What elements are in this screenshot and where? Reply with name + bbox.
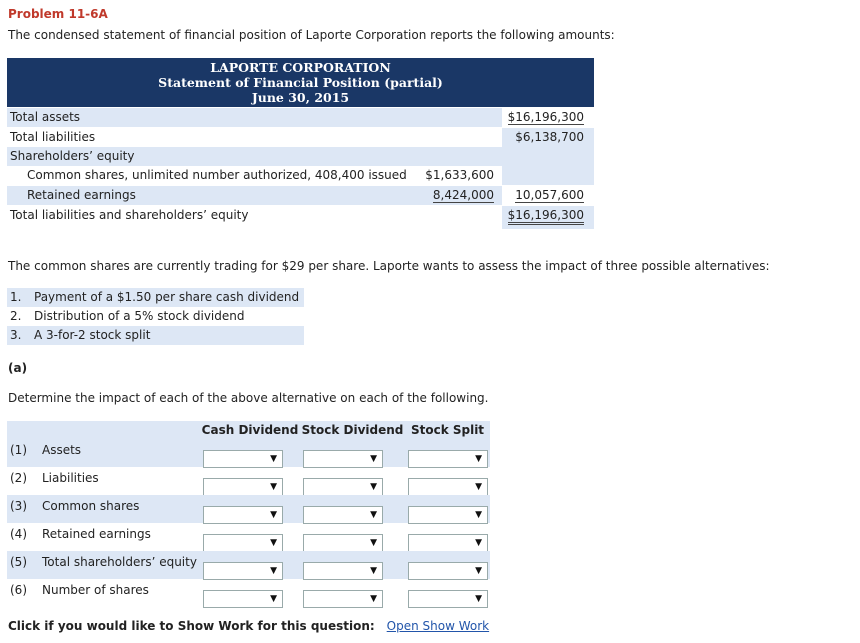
alternatives-list — [7, 288, 304, 345]
grid-row-label: (4) Retained earnings — [10, 527, 151, 541]
chevron-down-icon: ▼ — [270, 482, 277, 492]
alternative-item: 3. A 3-for-2 stock split — [7, 326, 304, 345]
chevron-down-icon: ▼ — [475, 538, 482, 548]
equity-subtotal-value: 10,057,600 — [515, 188, 584, 202]
grid-row-label: (1) Assets — [10, 443, 82, 457]
chevron-down-icon: ▼ — [475, 510, 482, 520]
total-liabilities-label: Total liabilities — [10, 130, 96, 144]
stock-dividend-select[interactable] — [303, 478, 383, 496]
retained-earnings-value: 8,424,000 — [432, 188, 494, 202]
row-equity-heading — [7, 147, 594, 166]
grid-row — [7, 579, 490, 607]
cash-dividend-select[interactable] — [203, 562, 283, 580]
grid-row — [7, 495, 490, 523]
grid-row — [7, 439, 490, 467]
grid-row-label: (2) Liabilities — [10, 471, 99, 485]
open-show-work-link[interactable]: Open Show Work — [386, 619, 490, 633]
trading-note: The common shares are currently trading for $29 per share. Laporte wants to assess the impact of three possible alternatives: — [8, 259, 770, 273]
grid-row-label: (5) Total shareholders’ equity — [10, 555, 197, 569]
cash-dividend-select[interactable] — [203, 534, 283, 552]
chevron-down-icon: ▼ — [475, 594, 482, 604]
chevron-down-icon: ▼ — [475, 482, 482, 492]
row-total-liabilities — [7, 128, 594, 147]
stock-dividend-select[interactable] — [303, 562, 383, 580]
total-assets-value: $16,196,300 — [507, 110, 584, 124]
alternative-item: 2. Distribution of a 5% stock dividend — [10, 309, 245, 323]
financial-statement — [7, 58, 594, 229]
problem-intro: The condensed statement of financial position of Laporte Corporation reports the following amounts: — [8, 28, 615, 42]
total-liabilities-value: $6,138,700 — [515, 130, 584, 144]
row-retained-earnings — [7, 186, 594, 205]
chevron-down-icon: ▼ — [370, 566, 377, 576]
column-stock-dividend: Stock Dividend — [301, 423, 404, 437]
column-cash-dividend: Cash Dividend — [201, 423, 299, 437]
cash-dividend-select[interactable] — [203, 590, 283, 608]
chevron-down-icon: ▼ — [370, 482, 377, 492]
grid-row — [7, 467, 490, 495]
determine-instruction: Determine the impact of each of the above alternative on each of the following. — [8, 391, 489, 405]
common-shares-value: $1,633,600 — [425, 168, 494, 182]
row-total-assets — [7, 108, 594, 127]
grid-row — [7, 551, 490, 579]
stock-split-select[interactable] — [408, 534, 488, 552]
show-work-prompt: Click if you would like to Show Work for this question: Open Show Work — [8, 619, 490, 633]
statement-header — [7, 58, 594, 107]
stock-split-select[interactable] — [408, 590, 488, 608]
grid-row — [7, 523, 490, 551]
total-le-label: Total liabilities and shareholders’ equity — [10, 208, 249, 222]
grid-row-label: (3) Common shares — [10, 499, 140, 513]
cash-dividend-select[interactable] — [203, 450, 283, 468]
row-common-shares — [7, 166, 594, 185]
grid-row-label: (6) Number of shares — [10, 583, 149, 597]
chevron-down-icon: ▼ — [270, 510, 277, 520]
column-stock-split: Stock Split — [405, 421, 490, 439]
chevron-down-icon: ▼ — [370, 594, 377, 604]
chevron-down-icon: ▼ — [270, 538, 277, 548]
common-shares-label: Common shares, unlimited number authorized, 408,400 issued — [27, 168, 407, 182]
stock-dividend-select[interactable] — [303, 590, 383, 608]
stock-split-select[interactable] — [408, 478, 488, 496]
company-name: LAPORTE CORPORATION — [210, 60, 391, 75]
stock-split-select[interactable] — [408, 450, 488, 468]
chevron-down-icon: ▼ — [270, 594, 277, 604]
stock-split-select[interactable] — [408, 506, 488, 524]
chevron-down-icon: ▼ — [370, 538, 377, 548]
stock-dividend-select[interactable] — [303, 506, 383, 524]
retained-earnings-label: Retained earnings — [27, 188, 136, 202]
stock-dividend-select[interactable] — [303, 534, 383, 552]
chevron-down-icon: ▼ — [475, 454, 482, 464]
equity-label: Shareholders’ equity — [10, 149, 135, 163]
alternative-item: 1. Payment of a $1.50 per share cash dividend — [7, 288, 304, 307]
part-label: (a) — [8, 361, 28, 375]
statement-date: June 30, 2015 — [251, 90, 350, 105]
stock-split-select[interactable] — [408, 562, 488, 580]
stock-dividend-select[interactable] — [303, 450, 383, 468]
statement-name: Statement of Financial Position (partial) — [158, 75, 443, 90]
total-assets-label: Total assets — [10, 110, 81, 124]
chevron-down-icon: ▼ — [270, 454, 277, 464]
impact-grid — [7, 421, 490, 607]
grid-header — [7, 421, 490, 439]
row-total-liabilities-equity — [7, 206, 594, 225]
chevron-down-icon: ▼ — [370, 454, 377, 464]
cash-dividend-select[interactable] — [203, 478, 283, 496]
cash-dividend-select[interactable] — [203, 506, 283, 524]
chevron-down-icon: ▼ — [370, 510, 377, 520]
problem-title: Problem 11-6A — [8, 7, 108, 21]
total-le-value: $16,196,300 — [508, 208, 584, 225]
chevron-down-icon: ▼ — [270, 566, 277, 576]
chevron-down-icon: ▼ — [475, 566, 482, 576]
